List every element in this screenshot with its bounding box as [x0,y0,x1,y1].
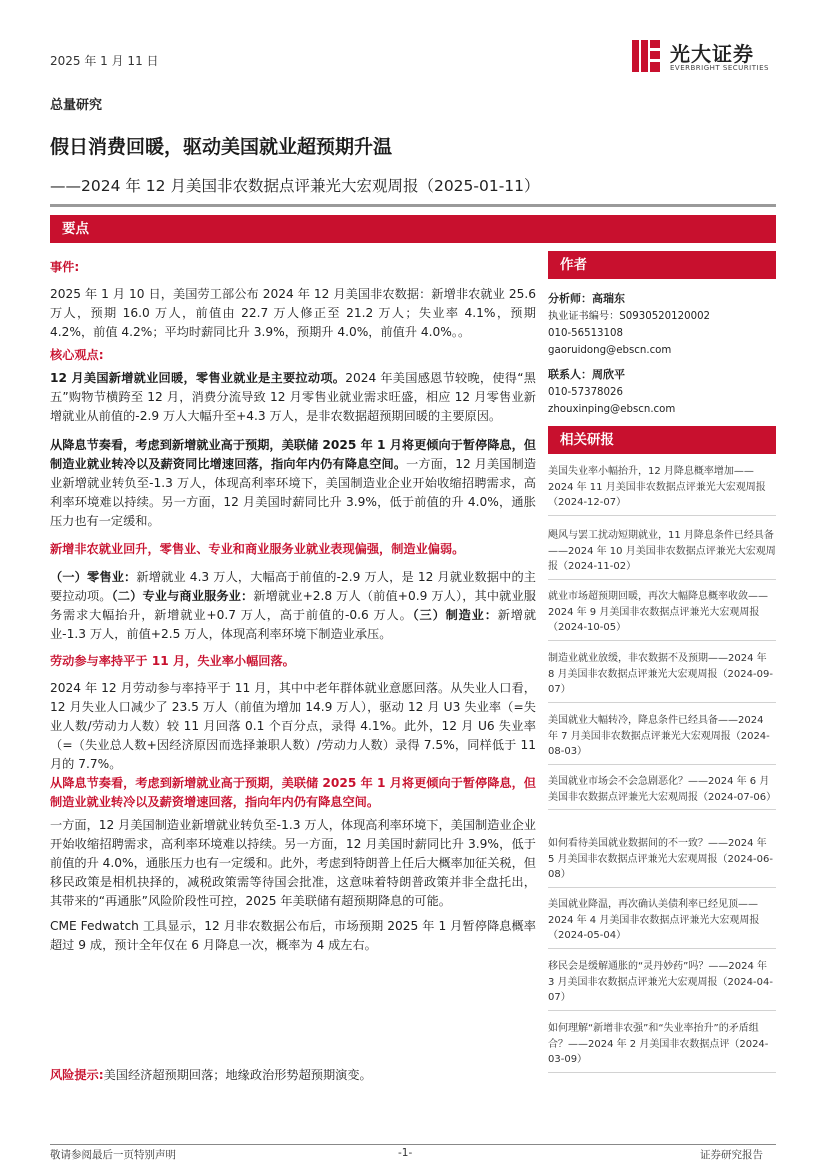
analyst-phone: 010-56513108 [548,328,623,339]
logo-text-cn: 光大证券 [670,42,754,66]
sector-business-text: 新增就业+2.8 万人（前值+0.9 万人），其中就业服务需求大幅抬升，新增就业+0.7 万人，高于前值的-0.6 万人。 [50,589,536,622]
research-item[interactable]: 飓风与罢工扰动短期就业，11 月降息条件已经具备——2024 年 10 月美国非农数据点评兼光大宏观周报（2024-11-02） [548,528,776,580]
page-number: -1- [398,1147,413,1159]
contact-name: 联系人：周欣平 [548,368,625,381]
research-item[interactable]: 移民会是缓解通胀的“灵丹妙药”吗？——2024 年 3 月美国非农数据点评兼光大宏观周报（2024-04-07） [548,959,776,1011]
report-date: 2025 年 1 月 11 日 [50,54,159,68]
report-title: 假日消费回暖，驱动美国就业超预期升温 [50,136,393,158]
contact-phone: 010-57378026 [548,387,623,398]
company-logo [628,36,788,78]
paragraph-lead: 从降息节奏看，考虑到新增就业高于预期，美联储 2025 年 1 月将更倾向于暂停降息，但制造业就业转冷以及薪资同比增速回落，指向年内仍有降息空间。 [50,438,536,471]
footer-report-type: 证券研究报告 [700,1149,763,1161]
paragraph-fedwatch: CME Fedwatch 工具显示，12 月非农数据公布后，市场预期 2025 年 1 月暂停降息概率超过 9 成，预计全年仅在 6 月降息一次，概率为 4 成左右。 [50,919,536,952]
research-item[interactable]: 美国就业大幅转冷，降息条件已经具备——2024 年 7 月美国非农数据点评兼光大宏观周报（2024-08-03） [548,713,776,765]
research-item[interactable]: 如何理解“新增非农强”和“失业率抬升”的矛盾组合？——2024 年 2 月美国非农数据点评（2024-03-09） [548,1021,776,1073]
analyst-name: 分析师：高瑞东 [548,292,625,305]
sector-retail-label: （一）零售业： [50,570,137,584]
subheading-rate-cut: 从降息节奏看，考虑到新增就业高于预期，美联储 2025 年 1 月将更倾向于暂停降息，但制造业就业转冷以及薪资增速回落，指向年内仍有降息空间。 [50,776,536,809]
logo-text-en: EVERBRIGHT SECURITIES [670,64,769,72]
research-item[interactable]: 如何看待美国就业数据间的不一致？——2024 年 5 月美国非农数据点评兼光大宏观周报（2024-06-08） [548,836,776,888]
paragraph-sectors [50,568,536,644]
sector-manufacturing-text: 新增就业-1.3 万人，前值+2.5 万人，体现高利率环境下制造业承压。 [50,608,537,641]
contact-block [548,367,776,417]
everbright-logo-icon [628,38,664,74]
core-heading: 核心观点: [50,348,104,362]
related-research-bar: 相关研报 [548,426,776,454]
sector-business-label: （二）专业与商业服务业： [111,589,254,603]
research-item[interactable]: 就业市场超预期回暖，再次大幅降息概率收敛——2024 年 9 月美国非农数据点评兼光大宏观周报（2024-10-05） [548,589,776,641]
key-points-bar: 要点 [50,215,776,243]
analyst-block [548,291,776,358]
sector-retail-text: 新增就业 4.3 万人，大幅高于前值的-2.9 万人，是 12 月就业数据中的主要拉动项。 [50,570,536,603]
report-subtitle: ——2024 年 12 月美国非农数据点评兼光大宏观周报（2025-01-11） [50,177,540,195]
sector-manufacturing-label: （三）制造业： [412,608,498,622]
paragraph-policy: 一方面，12 月美国制造业新增就业转负至-1.3 万人，体现高利率环境下，美国制造业企业开始收缩招聘需求，高利率环境难以持续。另一方面，12 月美国时薪同比升 3.9%，低于前值的升 4.0%，通胀压力也有一定缓和。此外，考虑到特朗普上任后大概率加征关税，但移民政策是相机抉择的，减税政策需等待国会批准，这意味着特朗普政策并非全盘托出，其带来的“再通胀”风险阶段性可控，2025 年美联储有超预期降息的可能。 [50,818,536,908]
paragraph-retail-employment [50,369,536,426]
paragraph-body: 一方面，12 月美国制造业新增就业转负至-1.3 万人，体现高利率环境下，美国制造业企业开始收缩招聘需求，高利率环境难以持续。另一方面，12 月美国时薪同比升 3.9%，低于前值的升 4.0%，通胀压力也有一定缓和。 [50,457,537,528]
paragraph-lead: 12 月美国新增就业回暖，零售业就业是主要拉动项。 [50,371,346,385]
risk-note [50,1066,536,1083]
risk-text: 美国经济超预期回落；地缘政治形势超预期演变。 [103,1068,372,1082]
author-bar: 作者 [548,251,776,279]
event-paragraph: 2025 年 1 月 10 日，美国劳工部公布 2024 年 12 月美国非农数据：新增非农就业 25.6 万人，预期 16.0 万人，前值由 22.7 万人修正至 21.2 万人；失业率 4.1%，预期 4.2%，前值 4.2%；平均时薪同比升 3.9%，预期升 4.0%，前值升 4.0%。。 [50,287,536,339]
report-category: 总量研究 [50,98,103,113]
footer-disclaimer[interactable]: 敬请参阅最后一页特别声明 [50,1149,176,1161]
main-content [50,258,536,955]
footer-divider [50,1144,776,1145]
subheading-sectors: 新增非农就业回升，零售业、专业和商业服务业就业表现偏强，制造业偏弱。 [50,542,465,556]
risk-label: 风险提示: [50,1068,104,1082]
paragraph-unemployment: 2024 年 12 月劳动参与率持平于 11 月，其中中老年群体就业意愿回落。从失业人口看，12 月失业人口减少了 23.5 万人（前值为增加 14.9 万人），驱动 12 月 U3 失业率（=失业人数/劳动力人数）较 11 月回落 0.1 个百分点，录得 4.1%。此外，12 月 U6 失业率（=（失业总人数+因经济原因而选择兼职人数）/劳动力人数）录得 7.5%，同样低于 11 月的 7.7%。 [50,681,536,771]
contact-email[interactable]: zhouxinping@ebscn.com [548,404,676,415]
header-divider [50,204,776,207]
analyst-cert: 执业证书编号：S0930520120002 [548,311,711,322]
research-item[interactable]: 美国失业率小幅抬升，12 月降息概率增加——2024 年 11 月美国非农数据点评兼光大宏观周报（2024-12-07） [548,464,776,516]
research-item[interactable]: 制造业就业放缓，非农数据不及预期——2024 年 8 月美国非农数据点评兼光大宏观周报（2024-09-07） [548,651,776,703]
event-heading: 事件: [50,260,80,274]
research-item[interactable]: 美国就业市场会不会急剧恶化？——2024 年 6 月美国非农数据点评兼光大宏观周报（2024-07-06） [548,774,776,810]
paragraph-body: 2024 年美国感恩节较晚，使得“黑五”购物节横跨至 12 月，消费分流导致 12 月零售业就业需求旺盛，相应 12 月零售业新增就业从前值的-2.9 万人大幅升至+4.3 万人，是非农数据超预期回暖的主要原因。 [50,371,536,423]
analyst-email[interactable]: gaoruidong@ebscn.com [548,345,672,356]
paragraph-rate-cut-outlook [50,436,536,531]
research-item[interactable]: 美国就业降温，再次确认美债利率已经见顶——2024 年 4 月美国非农数据点评兼光大宏观周报（2024-05-04） [548,897,776,949]
subheading-participation: 劳动参与率持平于 11 月，失业率小幅回落。 [50,654,295,668]
